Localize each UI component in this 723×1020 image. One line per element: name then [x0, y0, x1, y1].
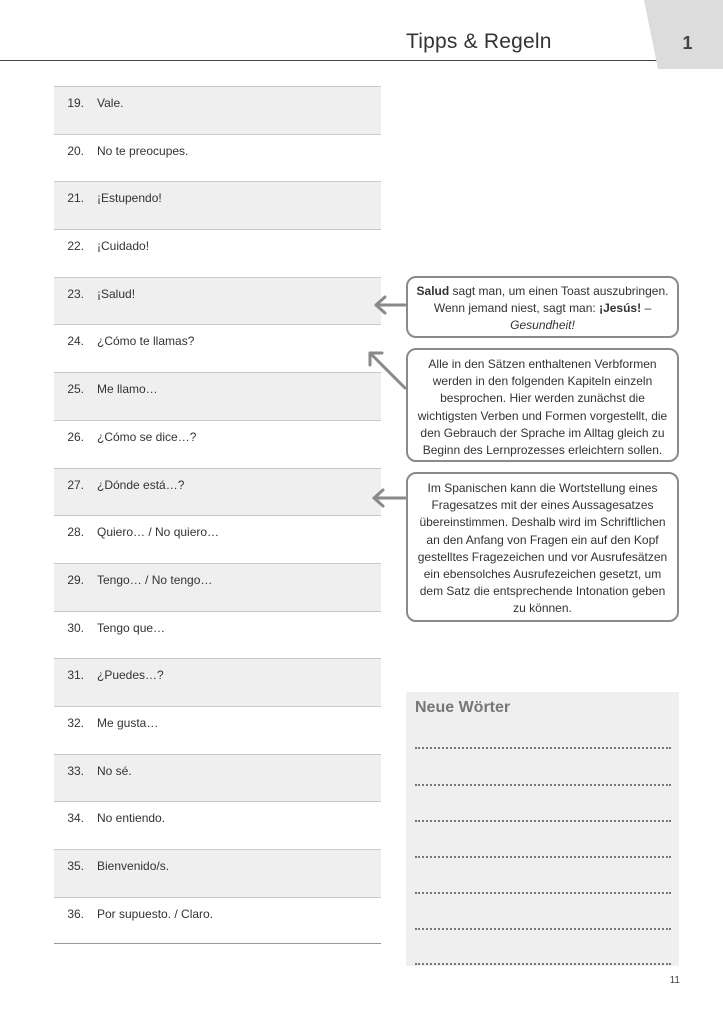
phrase-text: ¿Puedes…? [97, 668, 164, 683]
phrase-text: ¡Estupendo! [97, 191, 162, 206]
note-salud-bold2: ¡Jesús! [599, 301, 642, 316]
phrase-number: 31. [67, 668, 84, 683]
phrase-text: ¿Cómo te llamas? [97, 334, 195, 349]
phrase-text: ¿Dónde está…? [97, 477, 185, 492]
phrase-number: 26. [67, 429, 84, 444]
vocab-line[interactable] [415, 963, 671, 965]
phrase-number: 28. [67, 525, 84, 540]
phrase-text: Por supuesto. / Claro. [97, 906, 214, 921]
phrase-number: 36. [67, 906, 84, 921]
phrase-number: 27. [67, 477, 84, 492]
phrase-text: Me llamo… [97, 382, 158, 397]
vocab-line[interactable] [415, 892, 671, 894]
page-number: 11 [669, 975, 680, 986]
note-salud-text2: – [641, 301, 652, 316]
phrase-number: 22. [67, 239, 84, 254]
phrase-number: 25. [67, 382, 84, 397]
phrase-number: 29. [67, 572, 84, 587]
phrase-text: Bienvenido/s. [97, 859, 170, 873]
phrase-text: Quiero… / No quiero… [97, 525, 220, 540]
vocab-line[interactable] [415, 747, 671, 749]
phrase-text: Vale. [97, 96, 124, 110]
note-questions: Im Spanischen kann die Wortstellung eines Fragesatzes mit der eines Aussagesatzes übereinstimmen. Deshalb wird im Schriftlichen an den Anfang von Fragen ein auf den Kopf gestelltes Fragezeichen und vor Ausrufesätzen ein ebensolches Ausrufezeichen gesetzt, um dem Satz die entsprechende Intonation geben zu können. [406, 472, 679, 622]
phrase-number: 24. [67, 334, 84, 349]
note-verbs: Alle in den Sätzen enthaltenen Verbformen werden in den folgenden Kapiteln einzeln besprochen. Hier werden zunächst die wichtigsten Verben und Formen vorgestellt, die den Gebrauch der Sprache im Alltag gleich zu Beginn des Lernprozesses erleichtern sollen. [406, 348, 679, 462]
phrase-text: Tengo… / No tengo… [97, 572, 213, 587]
vocab-line[interactable] [415, 856, 671, 858]
phrase-text: Tengo que… [97, 620, 166, 635]
phrase-text: Me gusta… [97, 715, 159, 730]
arrow-questions [374, 490, 405, 506]
phrase-number: 19. [67, 96, 84, 110]
phrase-number: 34. [67, 811, 84, 826]
phrase-text: ¡Salud! [97, 286, 136, 301]
vocab-line[interactable] [415, 784, 671, 786]
vocab-line[interactable] [415, 928, 671, 930]
vocab-box [406, 692, 679, 966]
arrow-salud [376, 297, 405, 313]
phrase-text: No te preocupes. [97, 143, 189, 158]
phrase-number: 21. [67, 191, 84, 206]
phrase-number: 33. [67, 763, 84, 778]
vocab-line[interactable] [415, 820, 671, 822]
phrase-text: No entiendo. [97, 811, 166, 826]
page-title: Tipps & Regeln [406, 30, 552, 53]
note-salud-italic: Gesundheit! [510, 318, 575, 333]
phrase-number: 20. [67, 143, 84, 158]
phrase-number: 23. [67, 286, 84, 301]
phrase-number: 30. [67, 620, 84, 635]
vocab-title: Neue Wörter [415, 699, 511, 716]
note-salud-text1: sagt man, um einen Toast auszubringen. Wenn jemand niest, sagt man: [433, 284, 669, 316]
arrow-verbs [370, 353, 405, 388]
phrase-text: No sé. [97, 763, 132, 778]
note-salud-bold1: Salud [416, 284, 450, 298]
phrase-text: ¿Cómo se dice…? [97, 429, 197, 444]
note-salud [406, 276, 679, 338]
phrase-text: ¡Cuidado! [97, 239, 150, 254]
phrase-number: 32. [67, 715, 84, 730]
phrase-number: 35. [67, 859, 84, 873]
chapter-number: 1 [682, 33, 693, 53]
